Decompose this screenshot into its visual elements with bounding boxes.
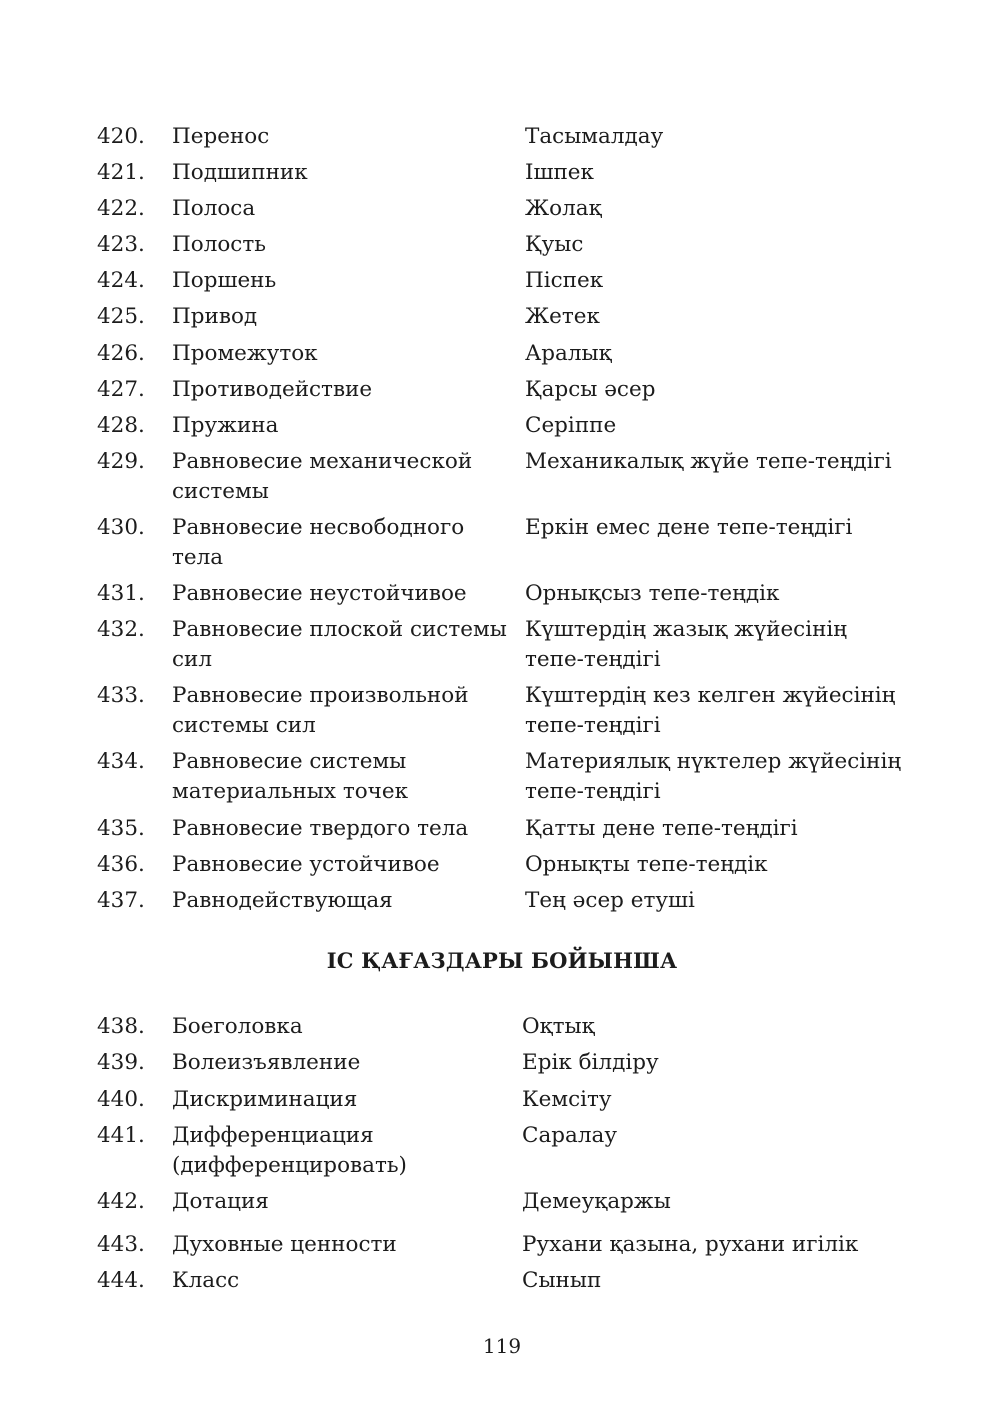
kazakh-term <box>525 681 925 741</box>
entry-number: 437. <box>97 888 145 913</box>
entry-number: 429. <box>97 449 145 474</box>
kazakh-term <box>525 447 925 477</box>
kazakh-term <box>522 1048 922 1078</box>
russian-term-line: Пружина <box>172 413 279 438</box>
entry-number: 438. <box>97 1014 145 1039</box>
kazakh-term-line: Механикалық жүйе тепе-теңдігі <box>525 449 892 474</box>
kazakh-term <box>525 411 925 441</box>
kazakh-term-line: Жолақ <box>525 196 602 221</box>
russian-term-line: Равновесие системы <box>172 749 407 774</box>
russian-term <box>172 266 517 296</box>
russian-term <box>172 122 517 152</box>
entry-number: 427. <box>97 377 145 402</box>
kazakh-term-line: Серіппе <box>525 413 617 438</box>
russian-term-line: Класс <box>172 1268 240 1293</box>
kazakh-term <box>525 122 925 152</box>
russian-term <box>172 158 517 188</box>
russian-term-line: Равновесие механической <box>172 449 473 474</box>
russian-term-line: Равновесие твердого тела <box>172 816 469 841</box>
russian-term-line: Дискриминация <box>172 1087 358 1112</box>
kazakh-term <box>525 194 925 224</box>
entry-number: 436. <box>97 852 145 877</box>
entry-number: 432. <box>97 617 145 642</box>
entry-number: 428. <box>97 413 145 438</box>
russian-term <box>172 1266 517 1296</box>
kazakh-term <box>525 302 925 332</box>
kazakh-term-line: Аралық <box>525 341 612 366</box>
entry-number: 430. <box>97 515 145 540</box>
russian-term <box>172 579 517 609</box>
kazakh-term-line: Кемсіту <box>522 1087 612 1112</box>
russian-term <box>172 886 517 916</box>
kazakh-term <box>525 158 925 188</box>
russian-term-line: Полоса <box>172 196 256 221</box>
russian-term-line: Промежуток <box>172 341 318 366</box>
kazakh-term-line: Рухани қазына, рухани игілік <box>522 1232 859 1257</box>
kazakh-term <box>525 814 925 844</box>
kazakh-term <box>525 615 925 675</box>
kazakh-term-line: Қатты дене тепе-теңдігі <box>525 816 798 841</box>
russian-term <box>172 850 517 880</box>
kazakh-term-line: Сынып <box>522 1268 602 1293</box>
entry-number: 431. <box>97 581 145 606</box>
kazakh-term-line: Күштердің кез келген жүйесінің <box>525 683 896 708</box>
kazakh-term <box>522 1266 922 1296</box>
entry-number: 439. <box>97 1050 145 1075</box>
kazakh-term-line: Піспек <box>525 268 604 293</box>
russian-term <box>172 615 517 675</box>
entry-number: 422. <box>97 196 145 221</box>
entry-number: 440. <box>97 1087 145 1112</box>
russian-term <box>172 1121 517 1181</box>
kazakh-term-line: Жетек <box>525 304 600 329</box>
russian-term <box>172 747 517 807</box>
kazakh-term-line: Оқтық <box>522 1014 595 1039</box>
russian-term-line: системы сил <box>172 713 316 738</box>
russian-term <box>172 339 517 369</box>
kazakh-term <box>525 339 925 369</box>
russian-term-line: Полость <box>172 232 266 257</box>
kazakh-term-line: Материялық нүктелер жүйесінің <box>525 749 902 774</box>
russian-term-line: Равновесие неустойчивое <box>172 581 467 606</box>
kazakh-term-line: Қарсы әсер <box>525 377 656 402</box>
kazakh-term-line: тепе-теңдігі <box>525 779 661 804</box>
kazakh-term <box>525 850 925 880</box>
russian-term <box>172 681 517 741</box>
russian-term <box>172 1048 517 1078</box>
russian-term <box>172 194 517 224</box>
kazakh-term <box>522 1085 922 1115</box>
kazakh-term <box>525 266 925 296</box>
kazakh-term <box>522 1187 922 1217</box>
kazakh-term <box>525 230 925 260</box>
russian-term-line: тела <box>172 545 224 570</box>
kazakh-term-line: тепе-теңдігі <box>525 713 661 738</box>
russian-term-line: Равнодействующая <box>172 888 393 913</box>
russian-term <box>172 513 517 573</box>
russian-term-line: Дифференциация <box>172 1123 374 1148</box>
entry-number: 434. <box>97 749 145 774</box>
russian-term <box>172 302 517 332</box>
kazakh-term-line: тепе-теңдігі <box>525 647 661 672</box>
russian-term-line: Волеизъявление <box>172 1050 361 1075</box>
entry-number: 426. <box>97 341 145 366</box>
russian-term-line: Подшипник <box>172 160 308 185</box>
section-title: ІС ҚАҒАЗДАРЫ БОЙЫНША <box>326 948 678 973</box>
russian-term-line: Перенос <box>172 124 270 149</box>
russian-term-line: Дотация <box>172 1189 269 1214</box>
kazakh-term-line: Еркін емес дене тепе-теңдігі <box>525 515 853 540</box>
russian-term <box>172 1085 517 1115</box>
russian-term-line: Привод <box>172 304 258 329</box>
russian-term-line: материальных точек <box>172 779 409 804</box>
entry-number: 441. <box>97 1123 145 1148</box>
kazakh-term-line: Орнықсыз тепе-теңдік <box>525 581 780 606</box>
entry-number: 423. <box>97 232 145 257</box>
russian-term <box>172 814 517 844</box>
kazakh-term <box>525 375 925 405</box>
kazakh-term <box>525 513 925 543</box>
entry-number: 444. <box>97 1268 145 1293</box>
russian-term-line: Равновесие устойчивое <box>172 852 440 877</box>
kazakh-term-line: Ерік білдіру <box>522 1050 659 1075</box>
russian-term <box>172 411 517 441</box>
russian-term <box>172 1230 517 1260</box>
entry-number: 443. <box>97 1232 145 1257</box>
russian-term-line: Равновесие произвольной <box>172 683 469 708</box>
kazakh-term <box>525 747 925 807</box>
kazakh-term <box>522 1121 922 1151</box>
russian-term <box>172 1187 517 1217</box>
entry-number: 433. <box>97 683 145 708</box>
kazakh-term <box>525 886 925 916</box>
russian-term <box>172 375 517 405</box>
russian-term <box>172 447 517 507</box>
russian-term-line: Равновесие плоской системы <box>172 617 507 642</box>
kazakh-term-line: Орнықты тепе-теңдік <box>525 852 768 877</box>
kazakh-term-line: Тең әсер етуші <box>525 888 695 913</box>
kazakh-term-line: Тасымалдау <box>525 124 664 149</box>
russian-term-line: сил <box>172 647 213 672</box>
russian-term-line: Боеголовка <box>172 1014 303 1039</box>
kazakh-term-line: Күштердің жазық жүйесінің <box>525 617 848 642</box>
entry-number: 424. <box>97 268 145 293</box>
entry-number: 421. <box>97 160 145 185</box>
kazakh-term-line: Демеуқаржы <box>522 1189 671 1214</box>
entry-number: 420. <box>97 124 145 149</box>
russian-term-line: системы <box>172 479 269 504</box>
russian-term-line: Равновесие несвободного <box>172 515 465 540</box>
russian-term <box>172 1012 517 1042</box>
russian-term-line: Духовные ценности <box>172 1232 397 1257</box>
russian-term-line: Поршень <box>172 268 277 293</box>
russian-term-line: Противодействие <box>172 377 373 402</box>
russian-term-line: (дифференцировать) <box>172 1153 407 1178</box>
kazakh-term-line: Саралау <box>522 1123 617 1148</box>
entry-number: 435. <box>97 816 145 841</box>
kazakh-term-line: Ішпек <box>525 160 594 185</box>
kazakh-term <box>522 1230 922 1260</box>
kazakh-term <box>522 1012 922 1042</box>
entry-number: 442. <box>97 1189 145 1214</box>
russian-term <box>172 230 517 260</box>
entry-number: 425. <box>97 304 145 329</box>
kazakh-term-line: Қуыс <box>525 232 584 257</box>
kazakh-term <box>525 579 925 609</box>
page-number: 119 <box>482 1334 522 1358</box>
